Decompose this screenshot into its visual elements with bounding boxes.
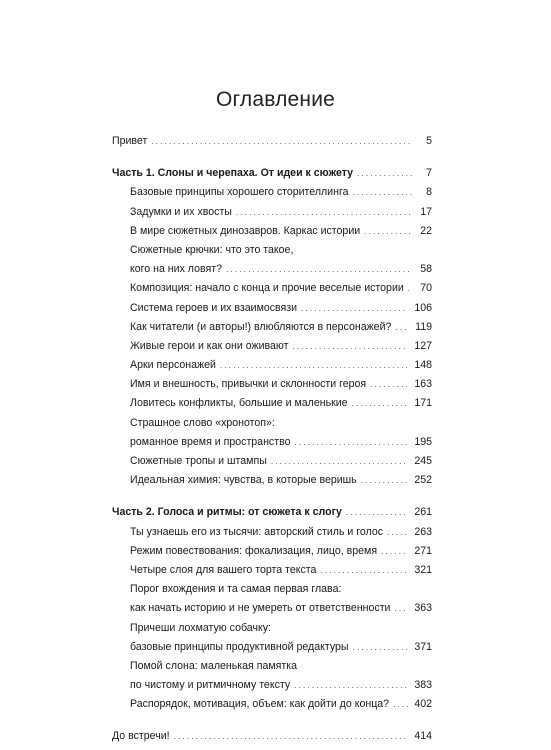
toc-entry-title: В мире сюжетных динозавров. Каркас истории <box>130 224 361 237</box>
toc-entry <box>112 414 432 433</box>
dot-leader <box>370 375 408 394</box>
dot-leader <box>395 318 409 337</box>
toc-entry-title: Часть 2. Голоса и ритмы: от сюжета к слогу <box>112 506 342 519</box>
toc-page-number: 163 <box>414 378 432 391</box>
dot-leader <box>353 638 409 657</box>
toc-entry-title: Помой слона: маленькая памятка <box>130 659 297 672</box>
toc-entry <box>112 695 432 714</box>
toc-entry <box>112 619 432 638</box>
toc-entry-title: Идеальная химия: чувства, в которые веришь <box>130 474 357 487</box>
toc-entry <box>112 183 432 202</box>
toc-entry-title: Арки персонажей <box>130 359 216 372</box>
toc-entry-title: как начать историю и не умереть от ответственности <box>130 602 391 615</box>
toc-entry-title: Привет <box>112 135 148 147</box>
toc-entry <box>112 638 432 657</box>
toc-entry <box>112 503 432 522</box>
toc-entry <box>112 542 432 561</box>
toc-entry-title: Базовые принципы хорошего сторителлинга <box>130 186 349 199</box>
toc-entry <box>112 132 432 151</box>
toc-entry <box>112 433 432 452</box>
dot-leader <box>174 727 409 746</box>
dot-leader <box>301 299 408 318</box>
table-of-contents <box>112 132 432 747</box>
toc-entry-title: Ловитесь конфликты, большие и маленькие <box>130 397 348 410</box>
toc-entry <box>112 657 432 676</box>
toc-page-number: 245 <box>414 455 432 467</box>
dot-leader <box>387 523 408 542</box>
dot-leader <box>294 676 408 695</box>
toc-page-number: 263 <box>414 525 432 538</box>
toc-entry-title: Как читатели (и авторы!) влюбляются в персонажей? <box>130 320 392 333</box>
toc-page-number: 414 <box>414 730 432 743</box>
toc-entry-title: Система героев и их взаимосвязи <box>130 301 298 314</box>
toc-entry-title: Страшное слово «хронотоп»: <box>130 416 275 429</box>
toc-entry <box>112 164 432 183</box>
dot-leader <box>226 260 412 279</box>
dot-leader <box>381 542 408 561</box>
toc-entry <box>112 375 432 394</box>
toc-entry <box>112 241 432 260</box>
dot-leader <box>151 132 412 151</box>
toc-page-number: 261 <box>414 506 432 519</box>
toc-page-number: 70 <box>420 282 432 295</box>
dot-leader <box>346 503 408 522</box>
toc-entry <box>112 279 432 298</box>
toc-entry-title: кого на них ловят? <box>130 263 222 276</box>
toc-page-number: 5 <box>426 135 432 147</box>
toc-entry <box>112 299 432 318</box>
toc-page-number: 106 <box>414 301 432 314</box>
dot-leader <box>236 203 412 222</box>
toc-page-number: 119 <box>415 320 432 333</box>
toc-page-number: 148 <box>414 359 432 372</box>
dot-leader <box>293 337 409 356</box>
toc-entry-title: по чистому и ритмичному тексту <box>130 679 291 692</box>
toc-page-number: 17 <box>420 205 432 218</box>
dot-leader <box>271 452 409 471</box>
toc-page-number: 402 <box>414 698 432 711</box>
toc-entry <box>112 356 432 375</box>
toc-entry <box>112 727 432 746</box>
toc-entry-title: Ты узнаешь его из тысячи: авторский стиль и голос <box>130 525 384 538</box>
toc-page-number: 271 <box>414 544 432 557</box>
dot-leader <box>352 183 412 202</box>
toc-entry-title: Часть 1. Слоны и черепаха. От идеи к сюжету <box>112 167 354 180</box>
toc-entry <box>112 318 432 337</box>
dot-leader <box>357 164 412 183</box>
toc-entry-title: Композиция: начало с конца и прочие веселые истории <box>130 282 404 295</box>
toc-entry-title: Четыре слоя для вашего торта текста <box>130 563 317 576</box>
toc-page-number: 22 <box>420 224 432 237</box>
dot-leader <box>393 695 408 714</box>
toc-entry-title: Задумки и их хвосты <box>130 205 232 218</box>
dot-leader <box>294 433 408 452</box>
toc-entry-title: романное время и пространство <box>130 435 291 448</box>
toc-page-number: 7 <box>426 167 432 180</box>
toc-entry <box>112 599 432 618</box>
toc-page-number: 195 <box>414 435 432 448</box>
toc-page-number: 127 <box>414 339 432 352</box>
toc-page-number: 363 <box>414 602 432 615</box>
toc-entry <box>112 561 432 580</box>
toc-entry <box>112 337 432 356</box>
dot-leader <box>364 222 412 241</box>
toc-entry-title: Живые герои и как они оживают <box>130 339 289 352</box>
toc-entry-title: Порог вхождения и та самая первая глава: <box>130 583 342 596</box>
toc-entry <box>112 452 432 471</box>
toc-entry <box>112 580 432 599</box>
toc-page-number: 8 <box>426 186 432 199</box>
page-title: Оглавление <box>215 88 336 111</box>
toc-entry-title: Причеши лохматую собачку: <box>130 621 271 634</box>
toc-entry-title: Сюжетные крючки: что это такое, <box>130 243 294 256</box>
toc-entry <box>112 394 432 413</box>
toc-entry <box>112 203 432 222</box>
toc-entry-title: базовые принципы продуктивной редактуры <box>130 640 349 653</box>
dot-leader <box>220 356 408 375</box>
toc-page-number: 171 <box>414 397 432 410</box>
toc-entry-title: Имя и внешность, привычки и склонности героя <box>130 378 367 391</box>
toc-entry-title: Сюжетные тропы и штампы <box>130 455 267 467</box>
dot-leader <box>352 394 409 413</box>
toc-entry <box>112 222 432 241</box>
toc-entry-title: Режим повествования: фокализация, лицо, время <box>130 544 378 557</box>
toc-entry <box>112 523 432 542</box>
toc-page-number: 383 <box>414 679 432 692</box>
dot-leader <box>320 561 408 580</box>
dot-leader <box>394 599 408 618</box>
toc-page-number: 321 <box>414 563 432 576</box>
toc-page-number: 252 <box>414 474 432 487</box>
dot-leader <box>361 471 409 490</box>
toc-entry-title: Распорядок, мотивация, объем: как дойти до конца? <box>130 698 390 711</box>
toc-entry <box>112 260 432 279</box>
toc-entry <box>112 471 432 490</box>
toc-entry-title: До встречи! <box>112 730 170 743</box>
toc-page-number: 58 <box>420 263 432 276</box>
toc-page-number: 371 <box>414 640 432 653</box>
toc-entry <box>112 676 432 695</box>
